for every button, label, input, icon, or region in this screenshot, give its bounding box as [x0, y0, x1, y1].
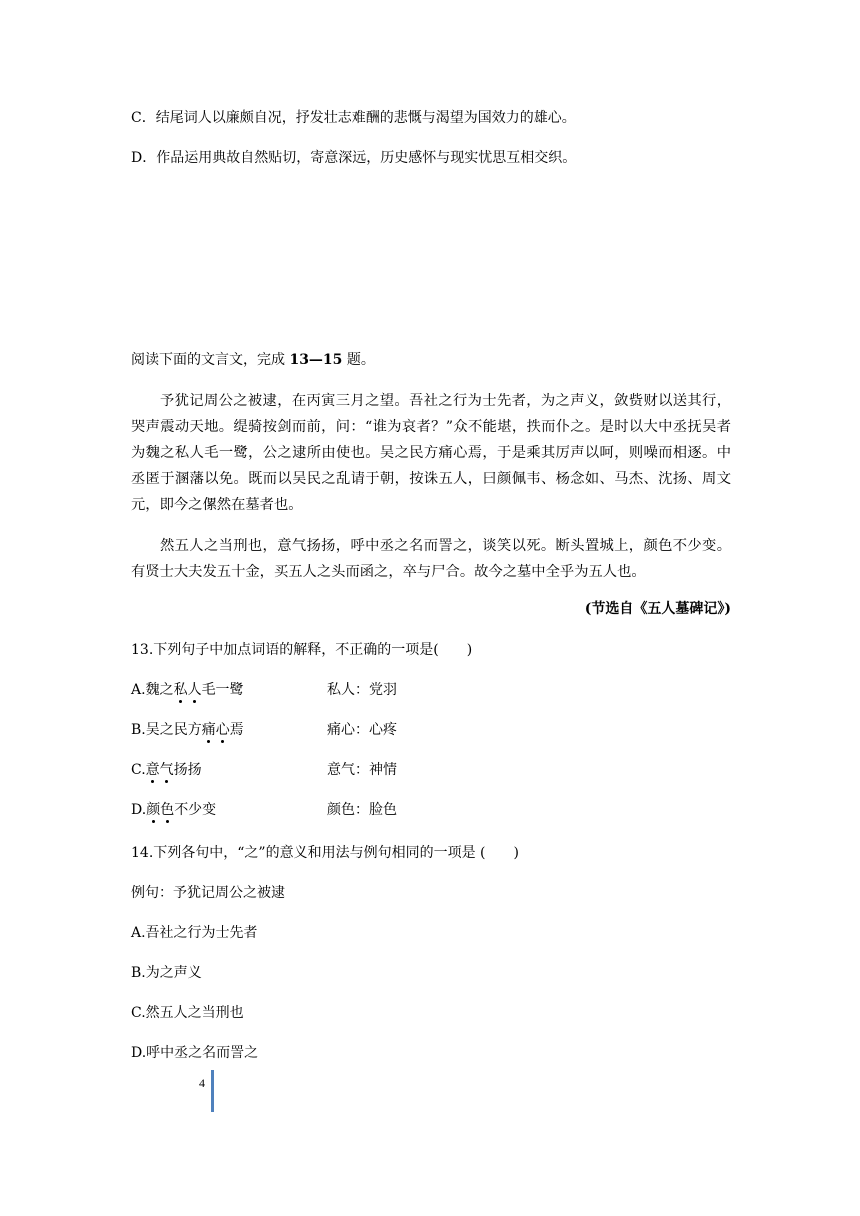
instruction-pre: 阅读下面的文言文，完成: [131, 352, 290, 368]
option-d-previous: D．作品运用典故自然贴切，寄意深远，历史感怀与现实忧思互相交织。: [131, 150, 577, 166]
question-14-example: 例句：予犹记周公之被逮: [131, 885, 285, 901]
dotted-word: [202, 722, 230, 738]
q13-option-c: C.意气扬扬: [131, 762, 202, 778]
dotted-char-2: 心: [215, 722, 230, 738]
q14-option-a: A.吾社之行为士先者: [131, 925, 258, 941]
page-number-bar: [211, 1070, 214, 1112]
instruction-range: 13—15: [289, 352, 343, 368]
q14-option-c: C.然五人之当刑也: [131, 1005, 244, 1021]
question-14-stem: 14.下列各句中，“之”的意义和用法与例句相同的一项是 ( ): [131, 845, 519, 861]
dotted-word: [146, 762, 174, 778]
passage-paragraph-1: 予犹记周公之被逮，在丙寅三月之望。吾社之行为士先者，为之声义，敛赀财以送其行，哭声震动天地。缇骑按剑而前，问：“谁为哀者？”众不能堪，抶而仆之。是时以大中丞抚吴者为魏之私人毛一鹭，公之逮所由使也。吴之民方痛心焉，于是乘其厉声以呵，则噪而相逐。中丞匿于溷藩以免。既而以吴民之乱请于朝，按诛五人，曰颜佩韦、杨念如、马杰、沈扬、周文元，即今之傫然在墓者也。: [131, 393, 731, 513]
option-c-previous: C．结尾词人以廉颇自况，抒发壮志难酬的悲慨与渴望为国效力的雄心。: [131, 110, 576, 126]
q13-option-d: D.颜色不少变: [131, 802, 217, 818]
q13-option-d-gloss: 颜色：脸色: [327, 802, 397, 818]
dotted-char-1: 私: [173, 682, 188, 698]
passage-source: (节选自《五人墓碑记》): [584, 601, 731, 617]
instruction-post: 题。: [342, 352, 375, 368]
reading-instruction: [131, 350, 375, 370]
q13-option-a: A.魏之私人毛一鹭: [131, 682, 244, 698]
q13-option-b: B.吴之民方痛心焉: [131, 722, 244, 738]
q14-option-d: D.呼中丞之名而詈之: [131, 1045, 259, 1061]
page-number: 4: [199, 1076, 205, 1090]
dotted-char-1: 痛: [201, 722, 216, 738]
dotted-char-2: 气: [159, 762, 174, 778]
dotted-word: [174, 682, 202, 698]
q13-option-a-gloss: 私人：党羽: [327, 682, 397, 698]
passage-paragraph-2: 然五人之当刑也，意气扬扬，呼中丞之名而詈之，谈笑以死。断头置城上，颜色不少变。有贤士大夫发五十金，买五人之头而函之，卒与尸合。故今之墓中全乎为五人也。: [131, 538, 731, 580]
q14-option-b: B.为之声义: [131, 965, 202, 981]
dotted-char-1: 意: [145, 762, 160, 778]
dotted-char-2: 色: [160, 802, 175, 818]
question-13-stem: 13.下列句子中加点词语的解释，不正确的一项是( ): [131, 642, 473, 658]
q13-option-b-gloss: 痛心：心疼: [327, 722, 397, 738]
q13-option-c-gloss: 意气：神情: [327, 762, 397, 778]
dotted-char-1: 颜: [146, 802, 161, 818]
dotted-word: [146, 802, 174, 818]
dotted-char-2: 人: [187, 682, 202, 698]
